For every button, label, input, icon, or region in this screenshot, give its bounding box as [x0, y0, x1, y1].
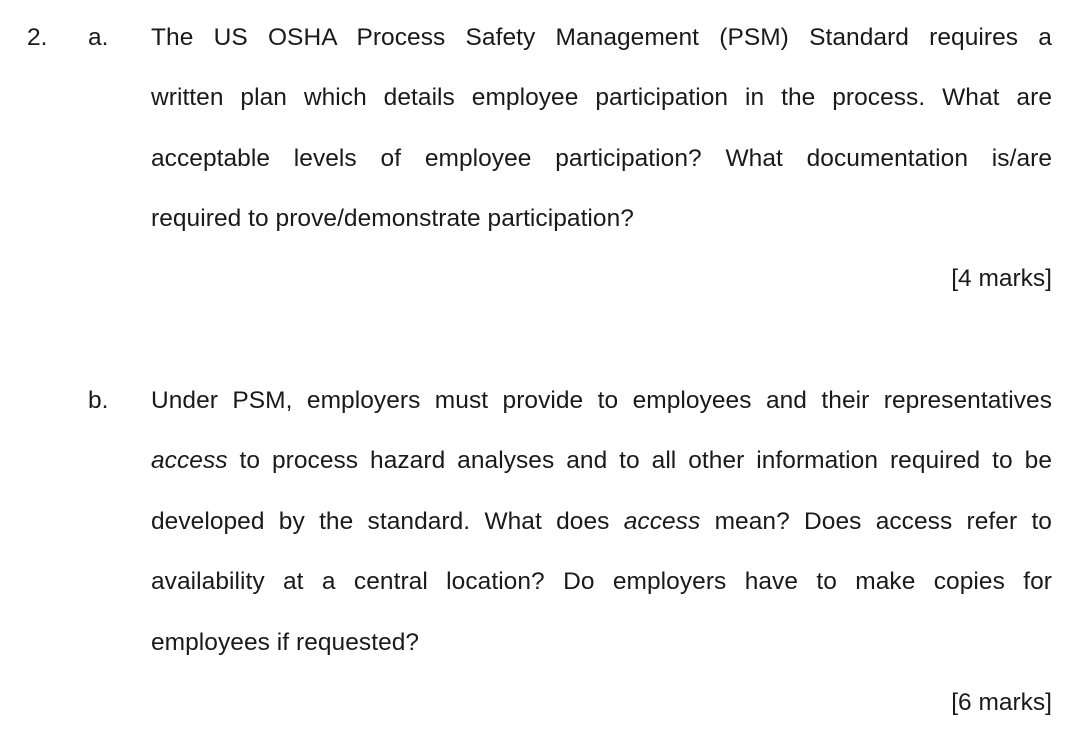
- part-a-label: a.: [88, 24, 109, 51]
- part-b-emphasis-access-2: access: [623, 507, 701, 535]
- part-b-line-2: [151, 431, 1052, 491]
- part-a-marks: [4 marks]: [951, 265, 1052, 292]
- part-a-text: [151, 8, 1052, 250]
- part-b-line-4: availability at a central location? Do employers have to make copies for: [151, 568, 1052, 596]
- part-b-emphasis-access-1: access: [151, 447, 228, 475]
- part-a-line-1: The US OSHA Process Safety Management (PSM) Standard requires a: [151, 24, 1052, 51]
- part-a-line-2: written plan which details employee participation in the process. What are: [151, 84, 1052, 112]
- part-b-text: [151, 371, 1052, 673]
- part-b-line-2-rest: to process hazard analyses and to all other information required to be: [227, 447, 1052, 475]
- part-a-line-3: acceptable levels of employee participation? What documentation is/are: [151, 144, 1052, 172]
- part-b-label: b.: [88, 387, 109, 414]
- part-b-line-3: [151, 492, 1052, 552]
- part-b-marks: [6 marks]: [951, 689, 1052, 716]
- part-b-line-1: Under PSM, employers must provide to employees and their representatives: [151, 387, 1052, 414]
- question-number: 2.: [27, 24, 48, 51]
- part-b-line-3-start: developed by the standard. What does: [151, 507, 624, 535]
- part-a-line-4: required to prove/demonstrate participation?: [151, 205, 634, 233]
- part-b-line-5: employees if requested?: [151, 628, 420, 656]
- part-b-line-3-rest: mean? Does access refer to: [700, 507, 1052, 535]
